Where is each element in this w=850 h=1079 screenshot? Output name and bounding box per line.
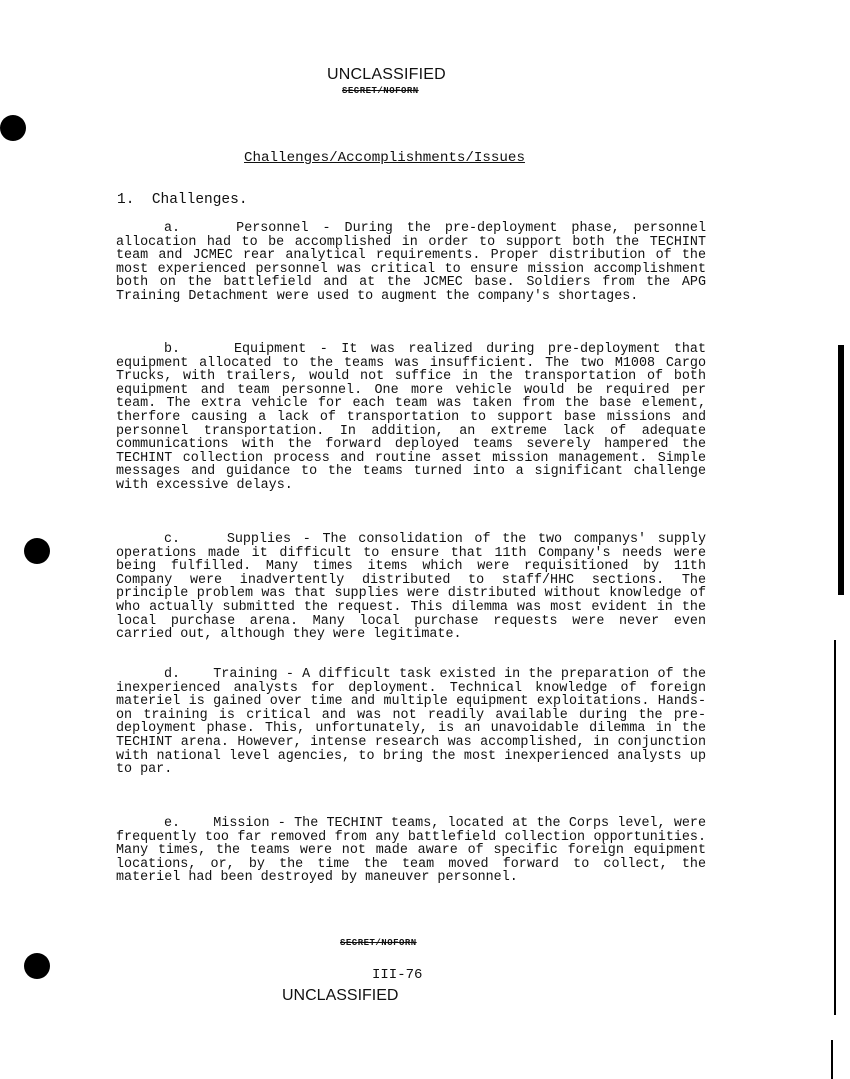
paragraph-mission — [116, 817, 706, 885]
binder-hole-top — [0, 115, 26, 141]
binder-hole-bottom — [24, 953, 50, 979]
section-label: Challenges. — [151, 192, 248, 208]
paragraph-equipment — [116, 343, 706, 493]
paragraph-lead: b. — [164, 342, 181, 357]
paragraph-text: Equipment - It was realized during pre-deployment that equipment allocated to the teams was insufficient. The two M1008 Cargo Trucks, with trailers, would not suffice in the transportation of both equipment and team personnel. One more vehicle would be required per team. The extra vehicle for each team was taken from the base element, therfore causing a lack of transportation to support base missions and personnel transportation. In addition, an extreme lack of adequate communications with the forward deployed teams severely hampered the TECHINT collection process and routine asset mission management. Simple messages and guidance to the teams turned into a significant challenge with excessive delays. — [116, 342, 706, 493]
page-title: Challenges/Accomplishments/Issues — [244, 150, 525, 166]
secret-marking-header: SECRET/NOFORN — [342, 86, 419, 96]
classification-footer: UNCLASSIFIED — [282, 987, 399, 1004]
section-number: 1. — [117, 192, 135, 208]
scan-edge-line-lower — [831, 1040, 833, 1079]
paragraph-personnel — [116, 222, 706, 304]
paragraph-training — [116, 668, 706, 777]
scan-edge-mark — [838, 345, 844, 595]
page-number: III-76 — [372, 967, 423, 983]
scan-edge-line — [834, 640, 836, 1015]
paragraph-lead: e. — [164, 816, 181, 831]
section-heading — [117, 192, 248, 208]
paragraph-text: Mission - The TECHINT teams, located at the Corps level, were frequently too far removed from any battlefield collection opportunities. Many times, the teams were not made aware of specific foreign equipment locations, or, by the time the team moved forward to collect, the materiel had been destroyed by maneuver personnel. — [116, 816, 706, 886]
paragraph-text: Supplies - The consolidation of the two companys' supply operations made it difficult to ensure that 11th Company's needs were being fulfilled. Many times items which were requisitioned by 11th Company were inadvertently distributed to staff/HHC sections. The principle problem was that supplies were distributed without knowledge of who actually submitted the request. This dilemma was most evident in the local purchase arena. Many local purchase requests were never even carried out, although they were legitimate. — [116, 532, 706, 643]
binder-hole-middle — [24, 538, 50, 564]
paragraph-supplies — [116, 533, 706, 642]
paragraph-text: Personnel - During the pre-deployment phase, personnel allocation had to be accomplished in order to support both the TECHINT team and JCMEC rear analytical requirements. Proper distribution of the most experienced personnel was critical to ensure mission accomplishment both on the battlefield and at the JCMEC base. Soldiers from the APG Training Detachment were used to augment the company's shortages. — [116, 221, 706, 304]
classification-header: UNCLASSIFIED — [327, 66, 446, 83]
paragraph-lead: a. — [164, 221, 181, 236]
paragraph-lead: c. — [164, 532, 181, 547]
paragraph-text: Training - A difficult task existed in the preparation of the inexperienced analysts for deployment. Technical knowledge of foreign materiel is gained over time and multiple equipment exploitations. Hands-on training is critical and was not readily available during the pre-deployment phase. This, unfortunately, is an unavoidable dilemma in the TECHINT arena. However, intense research was accomplished, in conjunction with national level agencies, to bring the most inexperienced analysts up to par. — [116, 667, 706, 778]
paragraph-lead: d. — [164, 667, 181, 682]
secret-marking-footer: SECRET/NOFORN — [340, 938, 417, 948]
